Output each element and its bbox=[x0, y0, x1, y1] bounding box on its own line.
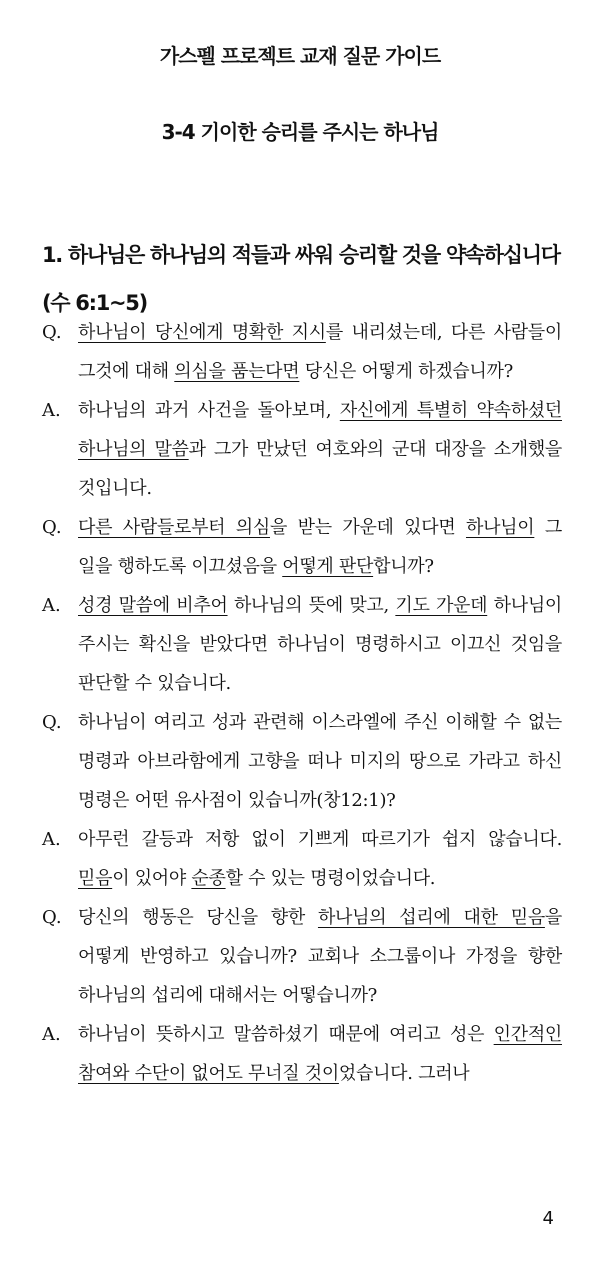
underlined-phrase: 자신에게 특별히 약속하셨던 하나님의 말씀 bbox=[78, 400, 562, 460]
text-run: 합니까? bbox=[373, 556, 434, 577]
text-run: 었습니다. 그러나 bbox=[338, 1063, 470, 1084]
underlined-phrase: 다른 사람들로부터 의심 bbox=[78, 517, 270, 538]
answer-text bbox=[78, 1015, 562, 1093]
question-text bbox=[78, 508, 562, 586]
question-marker: Q. bbox=[42, 712, 62, 733]
answer-marker: A. bbox=[42, 1024, 61, 1045]
question-item bbox=[42, 898, 562, 1015]
answer-text bbox=[78, 820, 562, 898]
lesson-title: 3-4 기이한 승리를 주시는 하나님 bbox=[161, 120, 439, 144]
underlined-phrase: 순종 bbox=[191, 868, 226, 889]
underlined-phrase: 하나님이 당신에게 명확한 지시 bbox=[78, 322, 326, 343]
underlined-phrase: 하나님이 bbox=[465, 517, 535, 538]
answer-marker: A. bbox=[42, 829, 61, 850]
underlined-phrase: 의심을 품는다면 bbox=[174, 361, 300, 382]
qa-list bbox=[42, 313, 562, 1093]
answer-item bbox=[42, 1015, 562, 1093]
answer-marker: A. bbox=[42, 400, 61, 421]
page-number: 4 bbox=[542, 1208, 554, 1229]
text-run: 아무런 갈등과 저항 없이 기쁘게 따르기가 쉽지 않습니다. bbox=[78, 829, 562, 850]
underlined-phrase: 어떻게 판단 bbox=[282, 556, 374, 577]
text-run: 을 받는 가운데 있다면 bbox=[269, 517, 466, 538]
text-run: 당신의 행동은 당신을 향한 bbox=[78, 907, 318, 928]
answer-item bbox=[42, 586, 562, 703]
text-run: 할 수 있는 명령이었습니다. bbox=[225, 868, 436, 889]
question-item bbox=[42, 703, 562, 820]
text-run: 당신은 어떻게 하겠습니까? bbox=[299, 361, 513, 382]
text-run: 과 그가 만났던 여호와의 군대 대장을 소개했을 것입니다. bbox=[78, 439, 563, 499]
text-run: 하나님이 여리고 성과 관련해 이스라엘에 주신 이해할 수 없는 명령과 아브라함에게 고향을 떠나 미지의 땅으로 가라고 하신 명령은 어떤 유사점이 있습니까(창12:1)? bbox=[78, 712, 562, 811]
question-marker: Q. bbox=[42, 517, 62, 538]
question-text bbox=[78, 898, 562, 1015]
question-item bbox=[42, 313, 562, 391]
text-run: 그 일을 행하도록 이끄셨음을 bbox=[78, 517, 562, 577]
question-text bbox=[78, 703, 562, 820]
text-run: 를 내리셨는데, 다른 사람들이 그것에 대해 bbox=[78, 322, 562, 382]
question-item bbox=[42, 508, 562, 586]
answer-text bbox=[78, 391, 562, 508]
question-marker: Q. bbox=[42, 907, 62, 928]
text-run: 을 어떻게 반영하고 있습니까? 교회나 소그룹이나 가정을 향한 하나님의 섭리에 대해서는 어떻습니까? bbox=[78, 907, 562, 1006]
underlined-phrase: 성경 말씀에 비추어 bbox=[78, 595, 228, 616]
text-run: 이 있어야 bbox=[112, 868, 192, 889]
text-run: 하나님의 과거 사건을 돌아보며, bbox=[78, 400, 340, 421]
answer-item bbox=[42, 391, 562, 508]
text-run: 하나님의 뜻에 맞고, bbox=[227, 595, 396, 616]
answer-marker: A. bbox=[42, 595, 61, 616]
text-run: 하나님이 뜻하시고 말씀하셨기 때문에 여리고 성은 bbox=[78, 1024, 494, 1045]
question-marker: Q. bbox=[42, 322, 62, 343]
guide-title: 가스펠 프로젝트 교재 질문 가이드 bbox=[159, 44, 441, 68]
underlined-phrase: 인간적인 참여와 수단이 없어도 무너질 것이 bbox=[78, 1024, 562, 1084]
answer-text bbox=[78, 586, 562, 703]
section-heading: 1. 하나님은 하나님의 적들과 싸워 승리할 것을 약속하십니다(수 6:1~5) bbox=[42, 243, 560, 315]
text-run: 하나님이 주시는 확신을 받았다면 하나님이 명령하시고 이끄신 것임을 판단할 수 있습니다. bbox=[78, 595, 562, 694]
underlined-phrase: 하나님의 섭리에 대한 믿음 bbox=[317, 907, 545, 928]
underlined-phrase: 믿음 bbox=[78, 868, 113, 889]
underlined-phrase: 기도 가운데 bbox=[395, 595, 488, 616]
answer-item bbox=[42, 820, 562, 898]
question-text bbox=[78, 313, 562, 391]
